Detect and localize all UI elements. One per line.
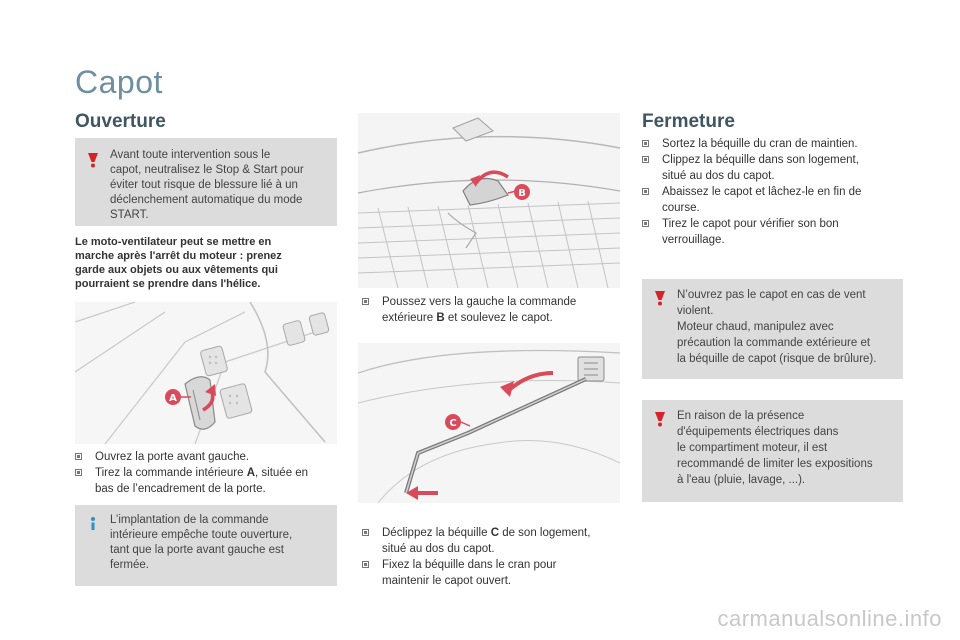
list-item: Déclippez la béquille C de son logement, situé au dos du capot. xyxy=(362,525,624,557)
list-item: Poussez vers la gauche la commande extérieure B et soulevez le capot. xyxy=(362,294,624,326)
list-item: Sortez la béquille du cran de maintien. xyxy=(642,136,904,152)
list-item: Tirez la commande intérieure A, située en bas de l’encadrement de la porte. xyxy=(75,465,337,497)
figure-prop-rod xyxy=(358,343,620,503)
warning-icon xyxy=(652,411,668,427)
list-item: Clippez la béquille dans son logement, situé au dos du capot. xyxy=(642,152,904,184)
bullet-icon xyxy=(642,140,649,147)
warning-icon xyxy=(652,290,668,306)
fermeture-steps-list xyxy=(642,136,904,248)
figure-interior-release xyxy=(75,302,337,444)
info-box-interior-release xyxy=(75,505,337,586)
fan-warning-paragraph: Le moto-ventilateur peut se mettre en marche après l'arrêt du moteur : prenez garde aux objets ou aux vêtements qui pourraient se prendre dans l'hélice. xyxy=(75,236,282,290)
bullet-icon xyxy=(642,220,649,227)
ouverture-steps-list xyxy=(75,449,337,497)
warning-box-electrical xyxy=(642,400,903,502)
warning-box-wind-hot-engine xyxy=(642,279,903,379)
info-icon xyxy=(85,516,101,532)
warning-text-wind-hot-engine: N’ouvrez pas le capot en cas de vent violent. Moteur chaud, manipulez avec précaution la commande extérieure et la béquille de capot (risque de brûlure). xyxy=(677,289,877,365)
step-b-list xyxy=(362,294,624,326)
page-title: Capot xyxy=(75,64,163,100)
bullet-icon xyxy=(642,156,649,163)
figure-exterior-release xyxy=(358,113,620,288)
svg-text:C: C xyxy=(449,418,457,429)
section-title-ouverture: Ouverture xyxy=(75,111,166,132)
warning-text-stop-start: Avant toute intervention sous le capot, neutralisez le Stop & Start pour éviter tout risque de blessure lié à un déclenchement automatique du mode START. xyxy=(110,149,304,221)
bullet-icon xyxy=(642,188,649,195)
info-text-interior-release: L’implantation de la commande intérieure empêche toute ouverture, tant que la porte avant gauche est fermée. xyxy=(110,514,293,571)
section-title-fermeture: Fermeture xyxy=(642,111,735,132)
watermark: carmanualsonline.info xyxy=(717,606,942,631)
bullet-icon xyxy=(362,298,369,305)
warning-text-electrical: En raison de la présence d'équipements électriques dans le compartiment moteur, il est recommandé de limiter les expositions à l'eau (pluie, lavage, ...). xyxy=(677,410,873,486)
svg-text:A: A xyxy=(169,393,177,404)
list-item: Ouvrez la porte avant gauche. xyxy=(75,449,337,465)
list-item: Fixez la béquille dans le cran pour maintenir le capot ouvert. xyxy=(362,557,624,589)
list-item: Abaissez le capot et lâchez-le en fin de course. xyxy=(642,184,904,216)
warning-icon xyxy=(85,152,101,168)
bullet-icon xyxy=(362,529,369,536)
warning-box-stop-start xyxy=(75,138,337,226)
svg-text:B: B xyxy=(518,188,526,199)
bullet-icon xyxy=(362,561,369,568)
bullet-icon xyxy=(75,453,82,460)
step-cd-list xyxy=(362,525,624,589)
bullet-icon xyxy=(75,469,82,476)
list-item: Tirez le capot pour vérifier son bon verrouillage. xyxy=(642,216,904,248)
